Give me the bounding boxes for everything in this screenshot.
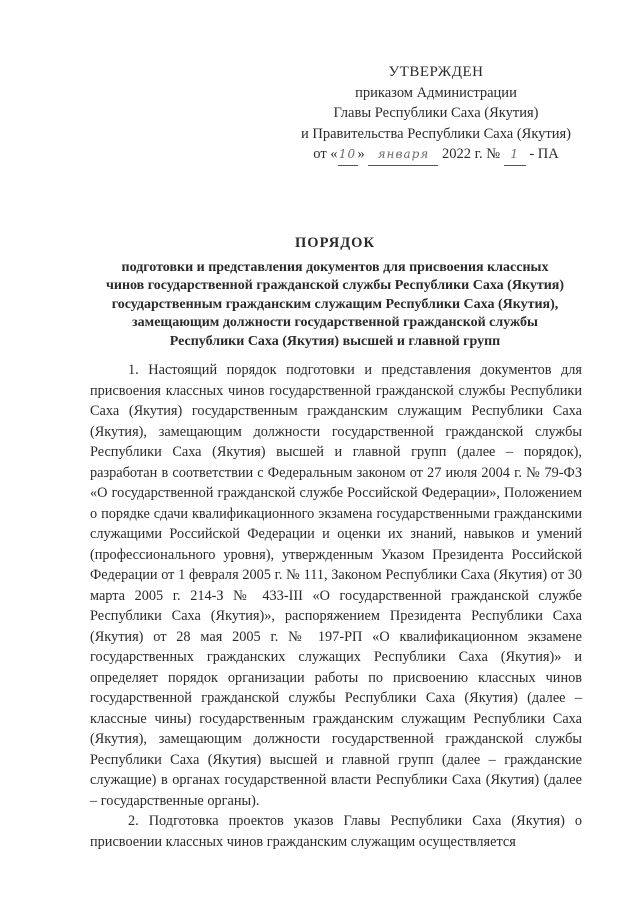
title-line-3: государственным гражданским служащим Республики Саха (Якутия), [111,296,559,312]
document-title [90,234,580,352]
approval-line-2: Главы Республики Саха (Якутия) [333,105,539,121]
title-line-4: замещающим должности государственной гражданской службы [132,315,538,331]
date-year: 2022 г. № [442,146,501,162]
order-number-handwritten: 1 [504,144,526,166]
paragraph-1: 1. Настоящий порядок подготовки и представления документов для присвоения классных чинов государственной гражданской службы Республики Саха (Якутия) государственным гражданским служащим Республики Саха (Якутия), замещающим должности государственной гражданской службы Республики Саха (Якутия) высшей и главной групп (далее – порядок), разработан в соответствии с Федеральным законом от 27 июля 2004 г. № 79-ФЗ «О государственной гражданской службе Российской Федерации», Положением о порядке сдачи квалификационного экзамена государственными гражданскими служащими Российской Федерации и оценки их знаний, навыков и умений (профессионального уровня), утвержденным Указом Президента Российской Федерации от 1 февраля 2005 г. № 111, Законом Республики Саха (Якутия) от 30 марта 2005 г. 214-З № 433-III «О государственной гражданской службе Республики Саха (Якутия)», распоряжением Президента Республики Саха (Якутия) от 28 мая 2005 г. № 197-РП «О квалификационном экзамене государственных гражданских служащих Республики Саха (Якутия)» и определяет порядок организации работы по присвоению классных чинов государственной гражданской службы Республики Саха (Якутия) (далее – классные чины) государственным гражданским служащим Республики Саха (Якутия), замещающим должности государственной гражданской службы Республики Саха (Якутия) высшей и главной групп (далее – гражданские служащие) в органах государственной власти Республики Саха (Якутия) (далее – государственные органы). [90,362,582,809]
approval-heading: УТВЕРЖДЕН [388,64,484,80]
approval-block [286,62,586,166]
title-line-2: чинов государственной гражданской службы Республики Саха (Якутия) [105,278,564,294]
paragraph-2: 2. Подготовка проектов указов Главы Республики Саха (Якутия) о присвоении классных чинов гражданским служащим осуществляется [90,813,582,850]
date-month-handwritten: января [368,144,438,166]
title-main: ПОРЯДОК [295,235,375,251]
title-line-1: подготовки и представления документов для присвоения классных [121,259,549,275]
approval-line-3: и Правительства Республики Саха (Якутия) [300,125,572,142]
title-line-5: Республики Саха (Якутия) высшей и главной групп [169,333,501,349]
date-day-handwritten: 10 [338,144,358,166]
date-mid: » [357,146,365,162]
document-body [90,360,582,852]
date-prefix: от « [313,146,338,162]
approval-line-1: приказом Администрации [355,84,517,101]
order-suffix: - ПА [529,146,559,162]
approval-date-line [286,144,586,166]
